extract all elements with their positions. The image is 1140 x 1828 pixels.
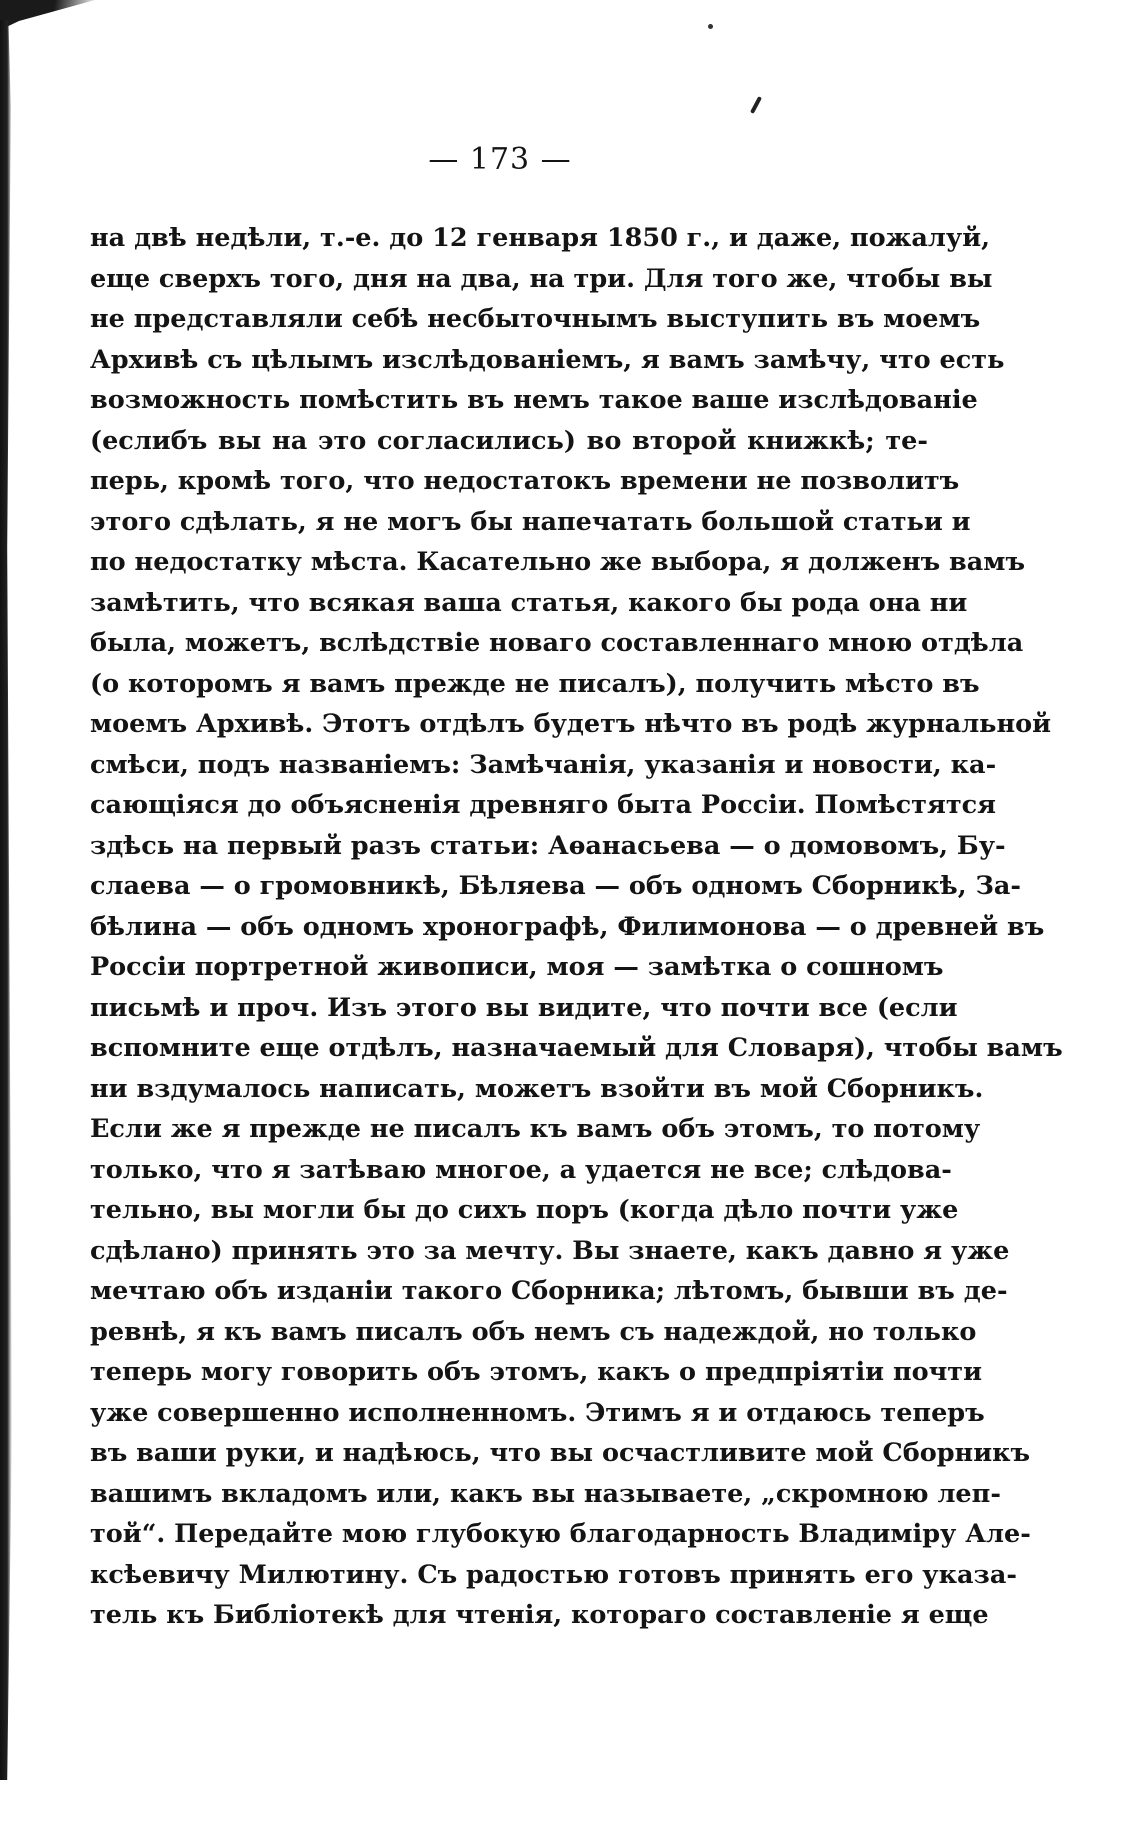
text-line: (еслибъ вы на это согласились) во второй книжкѣ; те-: [90, 425, 928, 456]
text-line: теперь могу говорить объ этомъ, какъ о предпріятіи почти: [90, 1357, 983, 1387]
text-line: той“. Передайте мою глубокую благодарность Владиміру Але-: [90, 1519, 1031, 1549]
text-line: тельно, вы могли бы до сихъ поръ (когда дѣло почти уже: [90, 1195, 959, 1225]
text-line: письмѣ и проч. Изъ этого вы видите, что почти все (если: [90, 992, 958, 1023]
text-line: бѣлина — объ одномъ хронографѣ, Филимонова — о древней въ: [90, 911, 1045, 942]
text-line: вашимъ вкладомъ или, какъ вы называете, „скромною леп-: [90, 1478, 1001, 1509]
text-line: мечтаю объ изданіи такого Сборника; лѣтомъ, бывши въ де-: [90, 1276, 1008, 1306]
text-line: ксѣевичу Милютину. Съ радостью готовъ принять его указа-: [90, 1559, 1017, 1590]
text-line: ревнѣ, я къ вамъ писалъ объ немъ съ надеждой, но только: [90, 1316, 977, 1347]
text-line: была, можетъ, вслѣдствіе новаго составленнаго мною отдѣла: [90, 628, 1024, 658]
text-line: замѣтить, что всякая ваша статья, какого бы рода она ни: [90, 587, 968, 618]
text-line: ни вздумалось написать, можетъ взойти въ мой Сборникъ.: [90, 1073, 984, 1104]
text-line: Если же я прежде не писалъ къ вамъ объ этомъ, то потому: [90, 1114, 981, 1144]
text-line: сдѣлано) принять это за мечту. Вы знаете, какъ давно я уже: [90, 1235, 1010, 1266]
text-line: уже совершенно исполненномъ. Этимъ я и отдаюсь теперъ: [90, 1397, 985, 1428]
text-line: моемъ Архивѣ. Этотъ отдѣлъ будетъ нѣчто въ родѣ журнальной: [90, 709, 1052, 739]
scan-left-edge-artifact: [0, 20, 12, 1780]
text-line: Архивѣ съ цѣлымъ изслѣдованіемъ, я вамъ замѣчу, что есть: [90, 344, 1005, 375]
text-line: по недостатку мѣста. Касательно же выбора, я долженъ вамъ: [90, 547, 1026, 577]
text-line: еще сверхъ того, дня на два, на три. Для того же, чтобы вы: [90, 263, 993, 294]
text-line: на двѣ недѣли, т.-е. до 12 генваря 1850 г., и даже, пожалуй,: [90, 223, 991, 253]
text-line: здѣсь на первый разъ статьи: Аѳанасьева — о домовомъ, Бу-: [90, 830, 1006, 861]
text-line: тель къ Библіотекѣ для чтенія, котораго составленіе я еще: [90, 1600, 989, 1630]
scan-dot-artifact: [708, 24, 713, 29]
text-line: перь, кромѣ того, что недостатокъ времени не позволитъ: [90, 466, 960, 496]
text-line: этого сдѣлать, я не могъ бы напечатать большой статьи и: [90, 506, 971, 537]
text-line: вспомните еще отдѣлъ, назначаемый для Словаря), чтобы вамъ: [90, 1033, 1063, 1063]
body-text: [90, 218, 1063, 1636]
text-line: не представляли себѣ несбыточнымъ выступить въ моемъ: [90, 304, 981, 334]
text-line: сающіяся до объясненія древняго быта Россіи. Помѣстятся: [90, 790, 996, 820]
text-line: слаева — о громовникѣ, Бѣляева — объ одномъ Сборникѣ, За-: [90, 871, 1021, 901]
text-line: Россіи портретной живописи, моя — замѣтка о сошномъ: [90, 952, 944, 982]
text-line: въ ваши руки, и надѣюсь, что вы осчастливите мой Сборникъ: [90, 1438, 1031, 1468]
page-number: — 173 —: [428, 142, 572, 177]
text-line: смѣси, подъ названіемъ: Замѣчанія, указанія и новости, ка-: [90, 749, 997, 780]
text-line: (о которомъ я вамъ прежде не писалъ), получить мѣсто въ: [90, 668, 980, 699]
text-line: возможность помѣстить въ немъ такое ваше изслѣдованіе: [90, 385, 978, 415]
scan-corner-artifact: [0, 0, 95, 30]
scan-tick-artifact: [750, 96, 762, 114]
text-line: только, что я затѣваю многое, а удается не все; слѣдова-: [90, 1154, 952, 1185]
